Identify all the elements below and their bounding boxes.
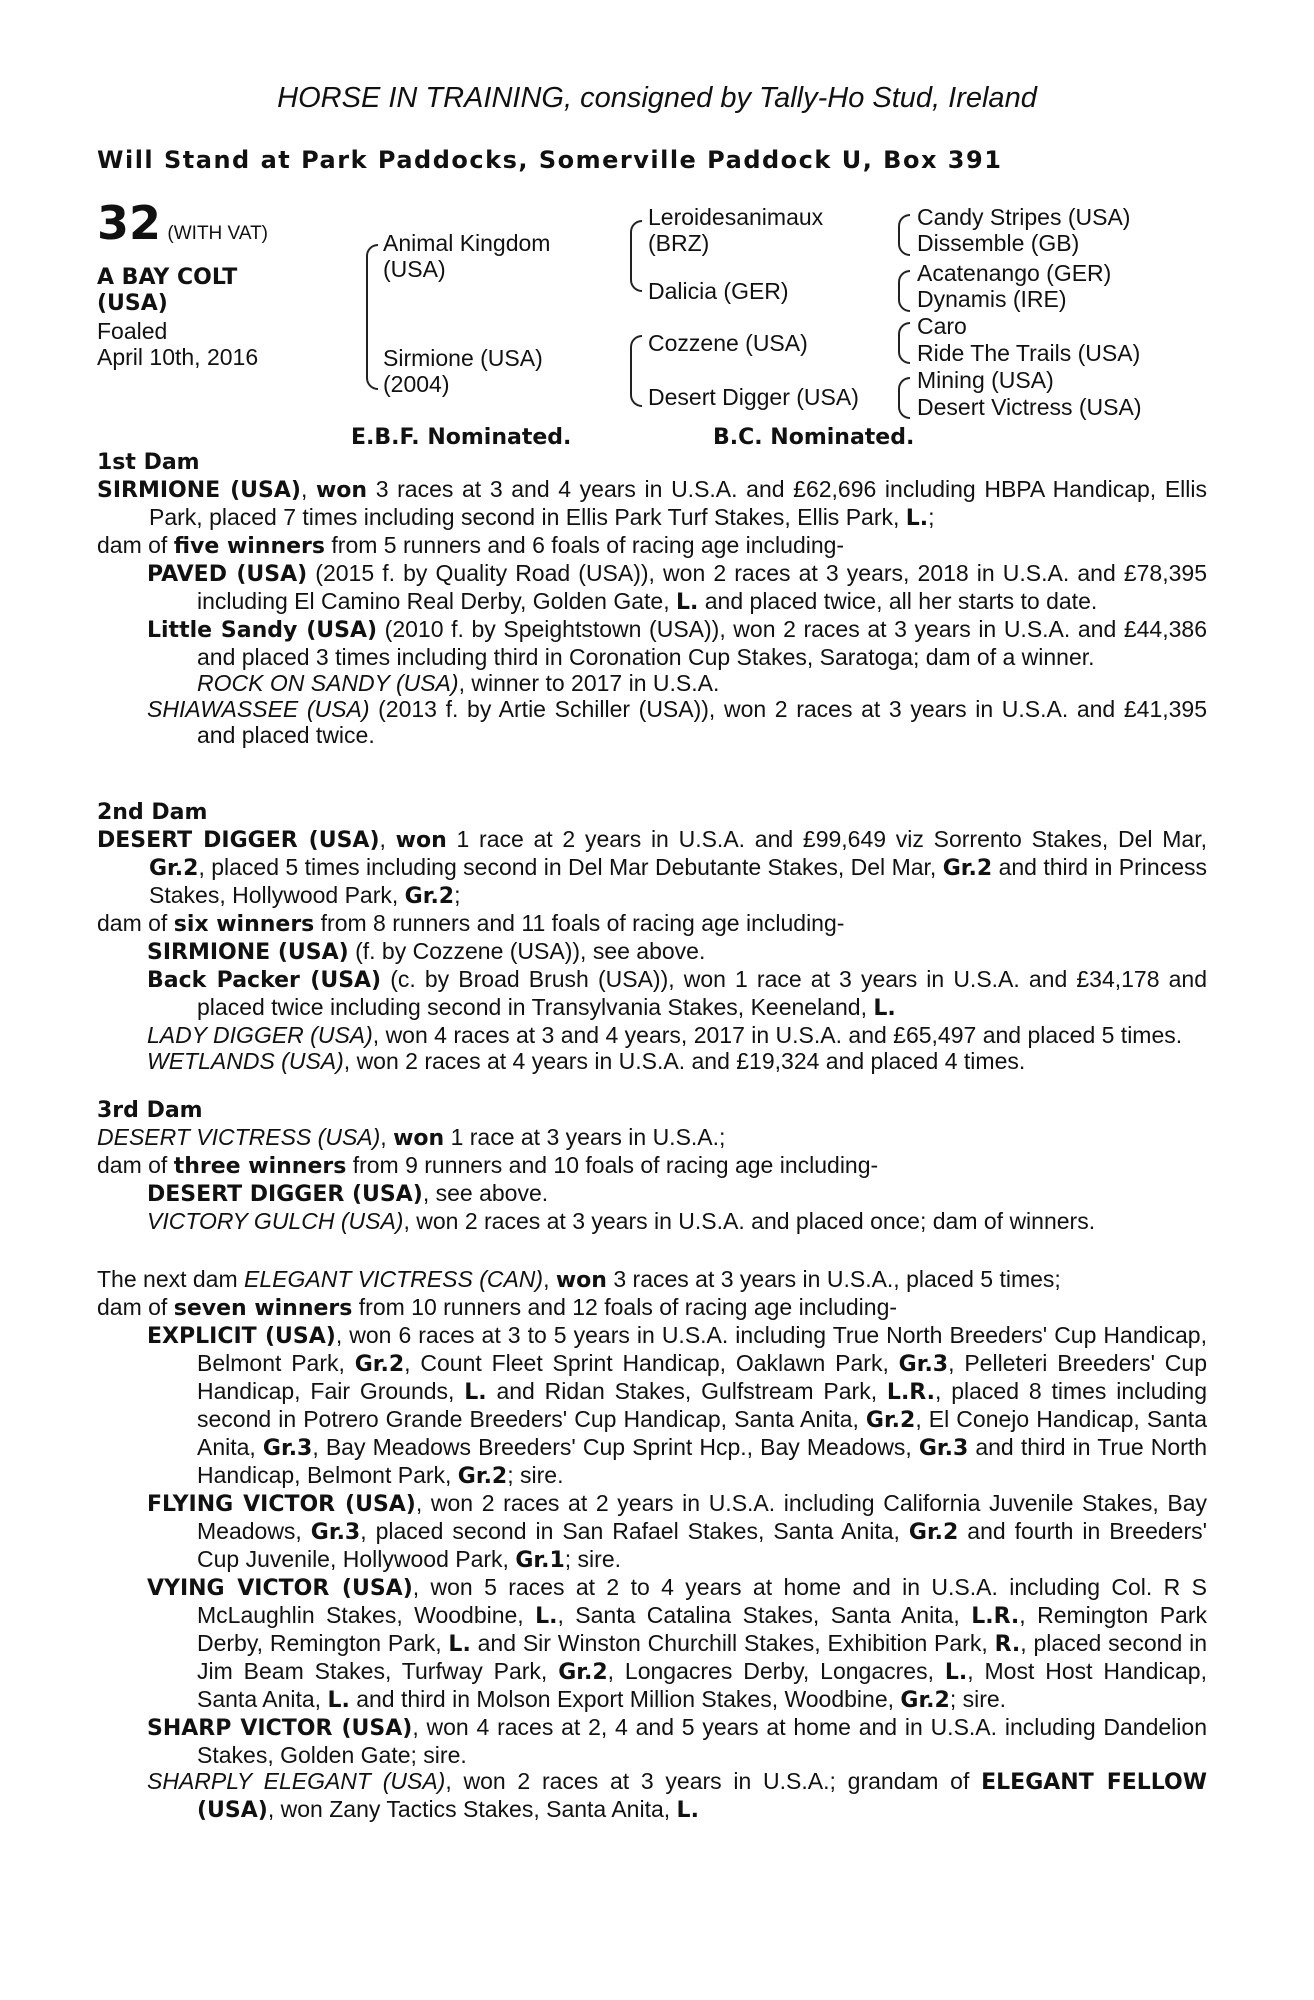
foaled-label: Foaled	[97, 318, 168, 344]
sire-country: (USA)	[383, 256, 446, 282]
victory-gulch-text: , won 2 races at 3 years in U.S.A. and placed once; dam of winners.	[403, 1208, 1096, 1234]
first-dam-produce	[97, 532, 1207, 560]
back-packer-grade: L.	[873, 996, 896, 1021]
race-grade: Gr.2	[900, 1688, 950, 1713]
wetlands-text: , won 2 races at 4 years in U.S.A. and £19,324 and placed 4 times.	[343, 1048, 1026, 1074]
pedigree-brace-g1	[898, 214, 910, 256]
race-grade: Gr.3	[898, 1352, 949, 1377]
dd-sire: Mining (USA)	[917, 367, 1054, 393]
second-dam-text-3: and third in Princess Stakes, Hollywood Park,	[149, 854, 1207, 908]
second-dam-produce	[97, 910, 1207, 938]
vat-label: (WITH VAT)	[167, 223, 269, 244]
produce-sirmione	[97, 938, 1207, 966]
page-title: HORSE IN TRAINING, consigned by Tally-Ho Stud, Ireland	[277, 82, 1037, 114]
dd-dam: Desert Victress (USA)	[917, 394, 1142, 420]
second-dam-text-1: 1 race at 2 years in U.S.A. and £99,649 viz Sorrento Stakes, Del Mar,	[446, 826, 1208, 852]
paved-grade: L.	[675, 590, 699, 615]
race-text: ; sire.	[949, 1686, 1007, 1712]
race-text: , won 2 races at 3 years in U.S.A.; grandam of	[445, 1768, 982, 1794]
race-text: and third in Molson Export Million Stakes, Woodbine,	[349, 1686, 901, 1712]
first-dam-winners: five winners	[173, 534, 326, 559]
ss-sire: Candy Stripes (USA)	[917, 204, 1131, 230]
race-text: , Bay Meadows Breeders' Cup Sprint Hcp., Bay Meadows,	[312, 1434, 919, 1460]
ebf-nominated: E.B.F. Nominated.	[351, 425, 572, 450]
second-dam-won: won	[395, 828, 447, 853]
third-dam-name: DESERT VICTRESS (USA)	[97, 1124, 381, 1150]
produce-paved	[97, 560, 1207, 616]
race-grade: L.R.	[886, 1380, 936, 1405]
produce-sharply-elegant	[97, 1768, 1207, 1824]
produce-flying-victor	[97, 1490, 1207, 1574]
first-dam-won: won	[315, 478, 368, 503]
first-dam-section	[97, 450, 1207, 748]
sd-dam: Dynamis (IRE)	[917, 286, 1067, 312]
dam-dam: Desert Digger (USA)	[648, 384, 859, 410]
third-dam-produce	[97, 1152, 1207, 1180]
first-dam-record: SIRMIONE (USA), won 3 races at 3 and 4 years in U.S.A. and £62,696 including HBPA Handicap, Ellis Park, placed 7 times including second in Ellis Park Turf Stakes, Ellis Park, L.;	[97, 476, 1208, 531]
pedigree-brace-main	[366, 244, 378, 390]
next-dam-record: The next dam ELEGANT VICTRESS (CAN), won 3 races at 3 years in U.S.A., placed 5 times;	[97, 1266, 1061, 1293]
sirmione-name: SIRMIONE (USA)	[147, 940, 349, 965]
first-dam-grade: L.	[905, 506, 929, 531]
dam-sire: Cozzene (USA)	[648, 330, 808, 356]
race-grade: Gr.3	[310, 1520, 361, 1545]
race-text: , placed second in Jim Beam Stakes, Turfway Park,	[197, 1630, 1207, 1684]
third-dam-heading: 3rd Dam	[97, 1098, 203, 1123]
produce-rock-on-sandy	[97, 670, 1207, 696]
race-text: and fourth in Breeders' Cup Juvenile, Hollywood Park,	[197, 1518, 1208, 1572]
shiawassee-text: (2013 f. by Artie Schiller (USA)), won 2 races at 3 years in U.S.A. and £41,395 and placed twice.	[197, 696, 1207, 748]
race-grade: Gr.3	[918, 1436, 969, 1461]
lot-description-country: (USA)	[97, 291, 168, 316]
race-text: , won 5 races at 2 to 4 years at home and in U.S.A. including Col. R S McLaughlin Stakes, Woodbine,	[197, 1574, 1207, 1628]
produce-lady-digger	[97, 1022, 1207, 1048]
next-dam-produce-text: from 10 runners and 12 foals of racing age including-	[352, 1294, 898, 1320]
third-dam-produce-text: from 9 runners and 10 foals of racing age including-	[346, 1152, 879, 1178]
lady-digger-name: LADY DIGGER (USA)	[147, 1022, 373, 1048]
produce-explicit	[97, 1322, 1207, 1490]
race-grade: L.	[535, 1604, 558, 1629]
second-dam-section	[97, 800, 1207, 1074]
little-sandy-text: (2010 f. by Speightstown (USA)), won 2 races at 3 years in U.S.A. and £44,386 and placed 3 times including third in Coronation Cup Stakes, Saratoga; dam of a winner.	[197, 616, 1207, 670]
desert-digger-text: , see above.	[422, 1180, 549, 1206]
race-text: , Longacres Derby, Longacres,	[607, 1658, 945, 1684]
ds-sire: Caro	[917, 313, 967, 339]
sharp-victor-name: SHARP VICTOR (USA)	[147, 1716, 413, 1741]
pedigree-brace-g3	[898, 322, 910, 364]
race-grade: L.	[448, 1632, 471, 1657]
race-grade: L.	[676, 1798, 699, 1823]
race-grade: L.	[327, 1688, 350, 1713]
next-dam-section	[97, 1266, 1207, 1824]
lot-number-line	[97, 196, 269, 250]
produce-sharp-victor	[97, 1714, 1207, 1768]
paved-name: PAVED (USA)	[147, 562, 308, 587]
race-grade: Gr.3	[262, 1436, 313, 1461]
dam: Sirmione (USA)	[383, 345, 543, 371]
third-dam-text: 1 race at 3 years in U.S.A.;	[444, 1124, 726, 1150]
next-dam-name: ELEGANT VICTRESS (CAN)	[244, 1266, 544, 1292]
race-text: , Pelleteri Breeders' Cup Handicap, Fair Grounds,	[197, 1350, 1207, 1404]
sire-sire-country: (BRZ)	[648, 230, 710, 256]
wetlands-name: WETLANDS (USA)	[147, 1048, 344, 1074]
dam-of: dam of	[97, 1294, 174, 1320]
race-text: , won Zany Tactics Stakes, Santa Anita,	[267, 1796, 677, 1822]
sharp-victor-text: , won 4 races at 2, 4 and 5 years at home and in U.S.A. including Dandelion Stakes, Golden Gate; sire.	[197, 1714, 1207, 1768]
second-dam-produce-text: from 8 runners and 11 foals of racing age including-	[314, 910, 845, 936]
race-text: , El Conejo Handicap, Santa Anita,	[197, 1406, 1207, 1460]
second-dam-heading: 2nd Dam	[97, 800, 208, 825]
pedigree-brace-g4	[898, 377, 910, 419]
lot-description: A BAY COLT	[97, 265, 238, 290]
little-sandy-name: Little Sandy (USA)	[147, 618, 378, 643]
race-text: , Most Host Handicap, Santa Anita,	[197, 1658, 1207, 1712]
first-dam-produce-text: from 5 runners and 6 foals of racing age including-	[325, 532, 845, 558]
next-dam-produce	[97, 1294, 1207, 1322]
dam-of: dam of	[97, 910, 174, 936]
lady-digger-text: , won 4 races at 3 and 4 years, 2017 in U.S.A. and £65,497 and placed 5 times.	[372, 1022, 1183, 1048]
race-text: , placed 8 times including second in Potrero Grande Breeders' Cup Handicap, Santa Anita,	[197, 1378, 1208, 1432]
first-dam-name: SIRMIONE (USA)	[97, 478, 301, 503]
desert-digger-name: DESERT DIGGER (USA)	[147, 1182, 423, 1207]
pedigree-brace-dam	[630, 335, 642, 407]
race-grade: L.R.	[971, 1604, 1020, 1629]
stand-location: Will Stand at Park Paddocks, Somerville Paddock U, Box 391	[97, 146, 1003, 174]
race-text: , won 6 races at 3 to 5 years in U.S.A. including True North Breeders' Cup Handicap, Belmont Park,	[197, 1322, 1207, 1376]
flying-victor-name: FLYING VICTOR (USA)	[147, 1492, 416, 1517]
explicit-name: EXPLICIT (USA)	[147, 1324, 336, 1349]
first-dam-text-end: ;	[928, 504, 935, 530]
next-dam-winners: seven winners	[173, 1296, 353, 1321]
race-grade: Gr.2	[908, 1520, 959, 1545]
produce-victory-gulch	[97, 1208, 1207, 1234]
race-text: and third in True North Handicap, Belmont Park,	[197, 1434, 1208, 1488]
race-grade: L.	[464, 1380, 487, 1405]
race-grade: Gr.2	[558, 1660, 608, 1685]
vying-victor-name: VYING VICTOR (USA)	[147, 1576, 413, 1601]
race-text: and Ridan Stakes, Gulfstream Park,	[486, 1378, 887, 1404]
sire-dam: Dalicia (GER)	[648, 278, 789, 304]
produce-little-sandy	[97, 616, 1207, 670]
race-text: ; sire.	[507, 1462, 564, 1488]
produce-shiawassee	[97, 696, 1207, 748]
produce-desert-digger	[97, 1180, 1207, 1208]
race-grade: Gr.2	[865, 1408, 916, 1433]
third-dam-record: DESERT VICTRESS (USA), won 1 race at 3 years in U.S.A.;	[97, 1124, 726, 1151]
ss-dam: Dissemble (GB)	[917, 230, 1080, 256]
pedigree-brace-g2	[898, 270, 910, 312]
second-dam-name: DESERT DIGGER (USA)	[97, 828, 380, 853]
second-dam-record: DESERT DIGGER (USA), won 1 race at 2 years in U.S.A. and £99,649 viz Sorrento Stakes, Del Mar, Gr.2, placed 5 times including second in Del Mar Debutante Stakes, Del Mar, Gr.2 and third in Princess Stakes, Hollywood Park, Gr.2;	[97, 826, 1208, 909]
race-text: and Sir Winston Churchill Stakes, Exhibition Park,	[470, 1630, 995, 1656]
second-dam-winners: six winners	[173, 912, 315, 937]
race-grade: Gr.1	[515, 1548, 565, 1573]
elegant-fellow-name: ELEGANT FELLOW (USA)	[197, 1770, 1207, 1823]
first-dam-heading: 1st Dam	[97, 450, 200, 475]
second-dam-text-4: ;	[454, 882, 461, 908]
sharply-elegant-name: SHARPLY ELEGANT (USA)	[147, 1768, 446, 1794]
race-text: , Santa Catalina Stakes, Santa Anita,	[557, 1602, 972, 1628]
back-packer-text: (c. by Broad Brush (USA)), won 1 race at 3 years in U.S.A. and £34,178 and placed twice including second in Transylvania Stakes, Keeneland,	[197, 966, 1207, 1020]
race-text: , Count Fleet Sprint Handicap, Oaklawn Park,	[404, 1350, 899, 1376]
rock-on-sandy-name: ROCK ON SANDY (USA)	[197, 670, 459, 696]
second-dam-grade-3: Gr.2	[404, 884, 455, 909]
first-dam-text: 3 races at 3 and 4 years in U.S.A. and £62,696 including HBPA Handicap, Ellis Park, placed 7 times including second in Ellis Park Turf Stakes, Ellis Park,	[149, 476, 1208, 530]
lot-number: 32	[97, 196, 162, 250]
race-grade: L.	[944, 1660, 968, 1685]
sire: Animal Kingdom	[383, 230, 551, 256]
produce-vying-victor	[97, 1574, 1207, 1714]
ds-dam: Ride The Trails (USA)	[917, 340, 1141, 366]
produce-wetlands	[97, 1048, 1207, 1074]
third-dam-won: won	[393, 1126, 445, 1151]
sire-sire: Leroidesanimaux	[648, 204, 824, 230]
second-dam-text-2: , placed 5 times including second in Del Mar Debutante Stakes, Del Mar,	[198, 854, 943, 880]
pedigree-brace-sire	[630, 220, 642, 292]
victory-gulch-name: VICTORY GULCH (USA)	[147, 1208, 404, 1234]
bc-nominated: B.C. Nominated.	[713, 425, 915, 450]
third-dam-section	[97, 1098, 1207, 1234]
next-dam-won: won	[555, 1268, 607, 1293]
race-grade: Gr.2	[457, 1464, 508, 1489]
race-grade: Gr.2	[354, 1352, 405, 1377]
second-dam-grade-2: Gr.2	[942, 856, 993, 881]
race-text: ; sire.	[564, 1546, 621, 1572]
next-dam-intro: The next dam	[97, 1266, 245, 1292]
third-dam-winners: three winners	[173, 1154, 347, 1179]
second-dam-grade-1: Gr.2	[149, 856, 199, 881]
sirmione-text: (f. by Cozzene (USA)), see above.	[348, 938, 706, 964]
dam-year: (2004)	[383, 371, 450, 397]
race-text: , won 2 races at 2 years in U.S.A. including California Juvenile Stakes, Bay Meadows,	[197, 1490, 1207, 1544]
dam-of: dam of	[97, 1152, 174, 1178]
shiawassee-name: SHIAWASSEE (USA)	[147, 696, 370, 722]
back-packer-name: Back Packer (USA)	[147, 968, 382, 993]
race-grade: R.	[994, 1632, 1021, 1657]
dam-of: dam of	[97, 532, 174, 558]
race-text: , Remington Park Derby, Remington Park,	[197, 1602, 1208, 1656]
foaled-date: April 10th, 2016	[97, 344, 259, 370]
race-text: , placed second in San Rafael Stakes, Santa Anita,	[360, 1518, 909, 1544]
sd-sire: Acatenango (GER)	[917, 260, 1112, 286]
produce-back-packer	[97, 966, 1207, 1022]
paved-text: (2015 f. by Quality Road (USA)), won 2 races at 3 years, 2018 in U.S.A. and £78,395 including El Camino Real Derby, Golden Gate,	[197, 560, 1207, 614]
paved-text-end: and placed twice, all her starts to date.	[698, 588, 1098, 614]
rock-on-sandy-text: , winner to 2017 in U.S.A.	[458, 670, 720, 696]
next-dam-text: 3 races at 3 years in U.S.A., placed 5 times;	[606, 1266, 1061, 1292]
